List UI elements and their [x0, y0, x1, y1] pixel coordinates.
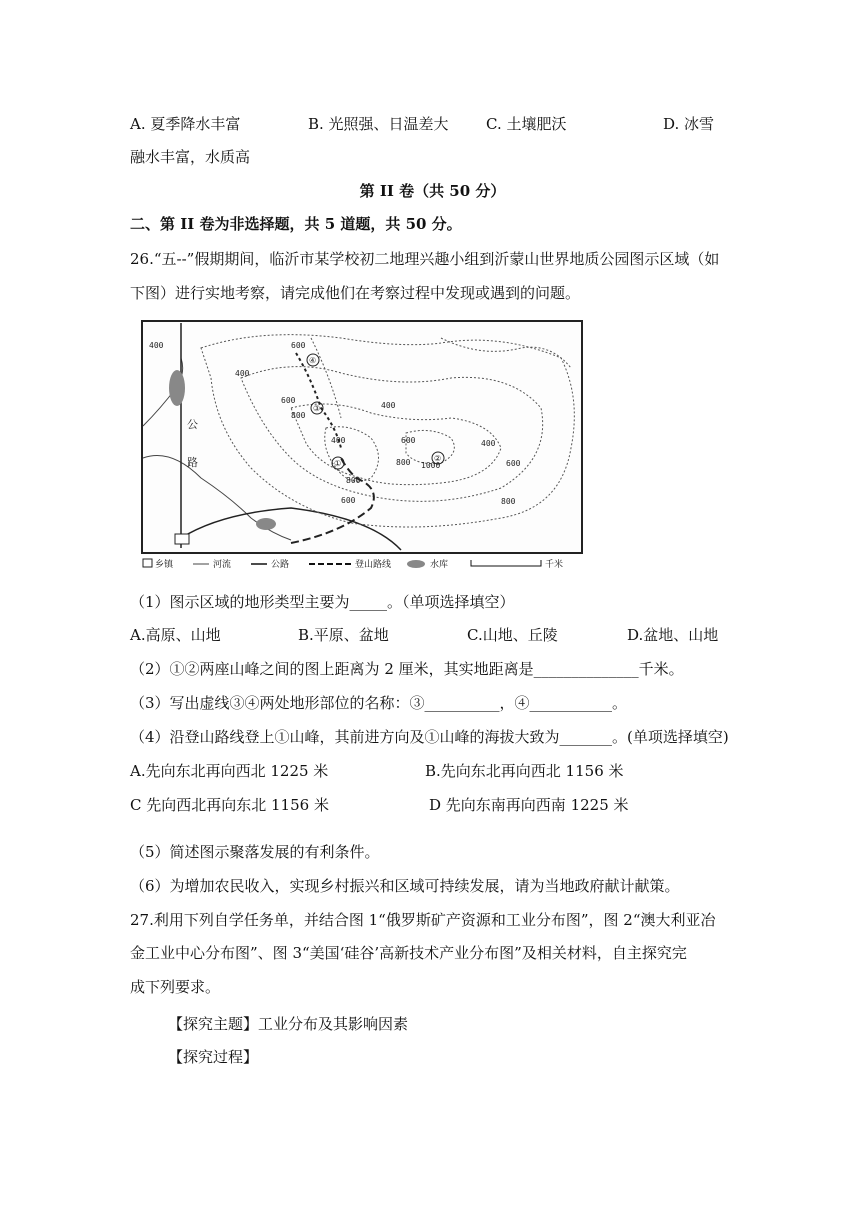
contour-label: 400 [149, 341, 164, 350]
contour-label: 1000 [421, 461, 441, 470]
q25-option-b: B. 光照强、日温差大 [308, 115, 449, 133]
peak-label-3: ③ [313, 404, 321, 413]
map-side-label-lu: 路 [187, 456, 198, 469]
q25-option-c: C. 土壤肥沃 [486, 115, 567, 133]
contour-label: 400 [481, 439, 496, 448]
q25-option-d-continued: 融水丰富，水质高 [130, 148, 251, 166]
legend-trail: 登山路线 [355, 560, 392, 570]
q26-sub4-option-b: B.先向东北再向西北 1156 米 [425, 762, 624, 780]
peak-label-4: ④ [309, 356, 317, 365]
q26-sub2: （2）①②两座山峰之间的图上距离为 2 厘米，其实地距离是______________千米。 [130, 660, 684, 678]
q27-process: 【探究过程】 [168, 1048, 259, 1066]
q26-stem-line1: 26.“五--”假期期间，临沂市某学校初二地理兴趣小组到沂蒙山世界地质公园图示区域（如 [130, 250, 720, 268]
legend-road: 公路 [271, 560, 290, 570]
contour-label: 800 [291, 411, 306, 420]
q27-line3: 成下列要求。 [130, 978, 221, 996]
q26-sub5: （5）简述图示聚落发展的有利条件。 [130, 843, 380, 861]
q26-sub1-option-d: D.盆地、山地 [627, 626, 719, 644]
q27-line1: 27.利用下列自学任务单，并结合图 1“俄罗斯矿产资源和工业分布图”，图 2“澳大利亚冶 [130, 911, 716, 929]
section-note: 二、第 II 卷为非选择题，共 5 道题，共 50 分。 [130, 215, 462, 233]
map-side-label-gong: 公 [187, 418, 198, 431]
map-legend [143, 558, 563, 570]
contour-label: 600 [281, 396, 296, 405]
contour-label: 600 [506, 459, 521, 468]
q25-option-a: A. 夏季降水丰富 [130, 115, 241, 133]
section-title: 第 II 卷（共 50 分） [359, 182, 506, 200]
q25-option-d: D. 冰雪 [663, 115, 715, 133]
q26-sub1: （1）图示区域的地形类型主要为_____。（单项选择填空） [130, 593, 515, 611]
contour-label: 800 [346, 476, 361, 485]
legend-river: 河流 [213, 560, 232, 570]
legend-village: 乡镇 [155, 560, 174, 570]
q26-sub4-option-c: C 先向西北再向东北 1156 米 [130, 796, 329, 814]
peak-label-2: ② [434, 454, 442, 463]
contour-label: 600 [401, 436, 416, 445]
q27-topic: 【探究主题】工业分布及其影响因素 [168, 1015, 409, 1033]
q26-sub1-option-c: C.山地、丘陵 [467, 626, 558, 644]
topographic-map [141, 318, 587, 578]
contour-label: 800 [501, 497, 516, 506]
legend-scale: 千米 [545, 560, 564, 570]
q26-sub4: （4）沿登山路线登上①山峰，其前进方向及①山峰的海拔大致为_______。(单项选择填空) [130, 728, 729, 746]
q26-sub3: （3）写出虚线③④两处地形部位的名称：③__________，④___________。 [130, 694, 628, 712]
contour-label: 600 [291, 341, 306, 350]
q26-sub6: （6）为增加农民收入，实现乡村振兴和区域可持续发展，请为当地政府献计献策。 [130, 877, 680, 895]
legend-reservoir: 水库 [430, 560, 449, 570]
peak-label-1: ① [334, 459, 342, 468]
contour-label: 400 [331, 436, 346, 445]
contour-label: 400 [235, 369, 250, 378]
q26-sub1-option-a: A.高原、山地 [130, 626, 221, 644]
contour-label: 800 [396, 458, 411, 467]
contour-label: 400 [381, 401, 396, 410]
q26-sub4-option-d: D 先向东南再向西南 1225 米 [429, 796, 629, 814]
q26-sub4-option-a: A.先向东北再向西北 1225 米 [130, 762, 329, 780]
q26-stem-line2: 下图）进行实地考察，请完成他们在考察过程中发现或遇到的问题。 [130, 284, 581, 302]
q27-line2: 金工业中心分布图”、图 3“美国‘硅谷’高新技术产业分布图”及相关材料，自主探究完 [130, 944, 687, 962]
contour-label: 600 [341, 496, 356, 505]
q26-sub1-option-b: B.平原、盆地 [298, 626, 389, 644]
